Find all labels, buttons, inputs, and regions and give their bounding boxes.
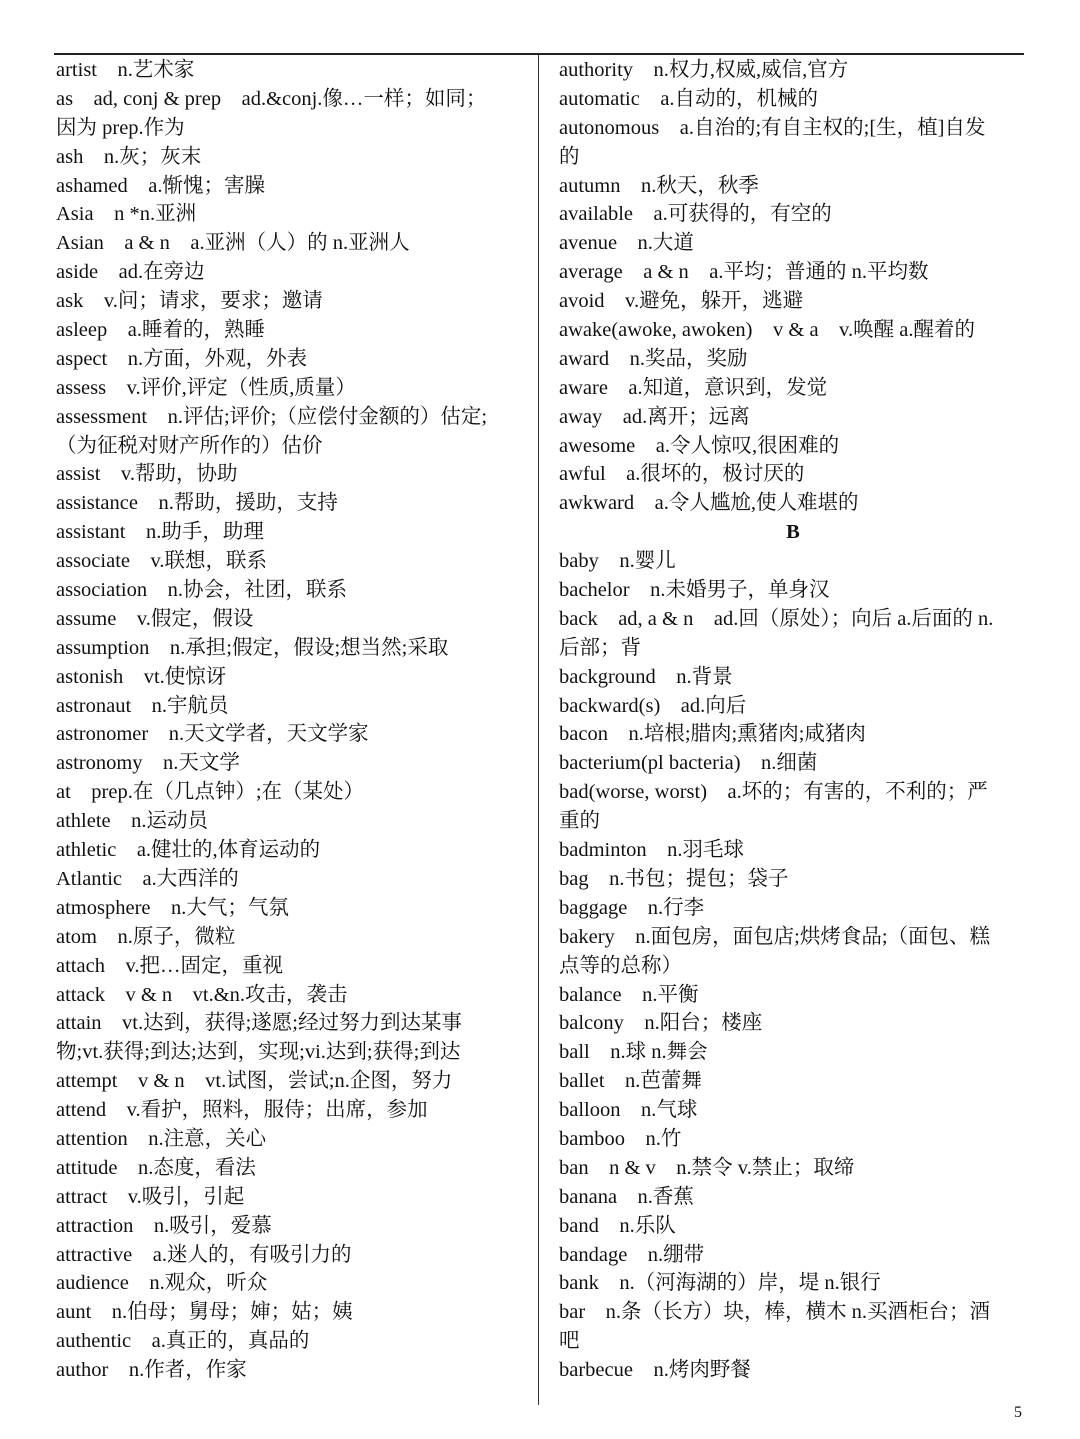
vocab-line: artist n.艺术家 [56,59,195,81]
vocab-line: band n.乐队 [559,1214,676,1237]
vocab-line: athletic a.健壮的,体育运动的 [56,839,321,862]
column-divider [538,55,539,1405]
vocab-line: bamboo n.竹 [559,1127,682,1150]
vocab-line: 点等的总称） [559,954,682,977]
right-column [559,56,1027,1385]
vocab-line: ashamed a.惭愧；害臊 [56,174,265,197]
vocab-line: automatic a.自动的，机械的 [559,87,819,110]
vocab-line: at prep.在（几点钟）;在（某处） [56,781,365,804]
vocab-line: bacterium(pl bacteria) n.细菌 [559,752,818,775]
vocab-line: associate v.联想，联系 [56,550,268,573]
vocab-line: background n.背景 [559,665,733,688]
vocab-line: 的 [559,145,580,168]
vocab-line: aside ad.在旁边 [56,261,205,284]
vocab-line: 吧 [559,1330,580,1353]
vocab-line: 物;vt.获得;到达;达到，实现;vi.达到;获得;到达 [56,1041,461,1064]
vocab-line: attain vt.达到，获得;遂愿;经过努力到达某事 [56,1012,462,1035]
vocab-line: astonish vt.使惊讶 [56,665,227,688]
vocab-line: back ad, a & n ad.回（原处）；向后 a.后面的 n. [559,607,994,630]
page-number: 5 [1014,1404,1022,1421]
vocab-line: （为征税对财产所作的）估价 [56,434,323,457]
vocab-line: assist v.帮助，协助 [56,463,238,486]
vocab-line: available a.可获得的，有空的 [559,203,832,226]
vocab-line: authentic a.真正的，真品的 [56,1330,310,1353]
vocab-line: bag n.书包；提包；袋子 [559,867,789,890]
vocab-line: audience n.观众，听众 [56,1272,268,1295]
vocab-line: athlete n.运动员 [56,810,209,833]
vocab-line: avenue n.大道 [559,232,694,255]
vocab-line: attend v.看护，照料，服侍；出席，参加 [56,1099,428,1122]
vocab-line: banana n.香蕉 [559,1185,694,1208]
vocab-line: avoid v.避免，躲开，逃避 [559,290,804,313]
vocab-line: bakery n.面包房，面包店;烘烤食品;（面包、糕 [559,925,991,948]
vocab-line: assessment n.评估;评价;（应偿付金额的）估定; [56,405,488,428]
vocab-line: Atlantic a.大西洋的 [56,867,239,890]
vocab-line: awkward a.令人尴尬,使人难堪的 [559,492,859,515]
vocab-line: assistance n.帮助，援助，支持 [56,492,338,515]
vocab-line: 重的 [559,810,600,833]
vocab-line: ball n.球 n.舞会 [559,1041,708,1064]
vocab-line: ballet n.芭蕾舞 [559,1070,702,1093]
vocab-line: 后部；背 [559,636,641,659]
vocab-line: attention n.注意，关心 [56,1127,267,1150]
vocab-line: aware a.知道，意识到，发觉 [559,376,828,399]
vocab-line: Asia n *n.亚洲 [56,203,197,226]
vocab-line: baggage n.行李 [559,896,705,919]
vocab-line: ban n & v n.禁令 v.禁止；取缔 [559,1156,855,1179]
vocab-line: award n.奖品，奖励 [559,347,748,370]
vocab-line: Asian a & n a.亚洲（人）的 n.亚洲人 [56,232,410,255]
vocab-line: awful a.很坏的，极讨厌的 [559,463,805,486]
vocab-line: bacon n.培根;腊肉;熏猪肉;咸猪肉 [559,723,866,746]
vocab-line: bachelor n.未婚男子，单身汉 [559,579,830,602]
vocab-line: awake(awoke, awoken) v & a v.唤醒 a.醒着的 [559,319,975,342]
vocab-line: bandage n.绷带 [559,1243,705,1266]
vocab-line: assistant n.助手，助理 [56,521,264,544]
vocab-line: badminton n.羽毛球 [559,839,745,862]
vocab-line: awesome a.令人惊叹,很困难的 [559,434,840,457]
vocab-line: average a & n a.平均；普通的 n.平均数 [559,261,929,284]
vocab-line: authority n.权力,权威,威信,官方 [559,59,849,81]
vocab-line: astronomer n.天文学者，天文学家 [56,723,369,746]
vocab-line: atmosphere n.大气；气氛 [56,896,289,919]
vocab-line: bank n.（河海湖的）岸，堤 n.银行 [559,1272,881,1295]
vocab-line: as ad, conj & prep ad.&conj.像…一样；如同； [56,87,487,110]
vocab-line: assume v.假定，假设 [56,607,254,630]
vocab-line: barbecue n.烤肉野餐 [559,1359,751,1382]
vocab-line: backward(s) ad.向后 [559,694,747,717]
vocab-line: aunt n.伯母；舅母；婶；姑；姨 [56,1301,353,1324]
vocab-line: autonomous a.自治的;有自主权的;[生，植]自发 [559,116,986,139]
vocab-line: balance n.平衡 [559,983,699,1006]
vocab-line: asleep a.睡着的，熟睡 [56,319,265,342]
vocab-line: astronomy n.天文学 [56,752,240,775]
vocab-line: balloon n.气球 [559,1099,698,1122]
vocab-line: attraction n.吸引，爱慕 [56,1214,272,1237]
vocab-line: ash n.灰；灰末 [56,145,202,168]
vocab-line: 因为 prep.作为 [56,116,185,139]
vocab-line: ask v.问；请求，要求；邀请 [56,290,323,313]
vocab-line: away ad.离开；远离 [559,405,750,428]
vocab-line: attract v.吸引，引起 [56,1185,245,1208]
vocab-line: author n.作者，作家 [56,1359,247,1382]
vocab-line: attach v.把…固定，重视 [56,954,283,977]
vocab-line: assess v.评价,评定（性质,质量） [56,376,356,399]
vocab-line: B [786,521,800,544]
vocab-line: aspect n.方面，外观，外表 [56,347,308,370]
vocab-line: attitude n.态度，看法 [56,1156,256,1179]
vocab-line: attempt v & n vt.试图，尝试;n.企图，努力 [56,1070,453,1093]
vocab-line: astronaut n.宇航员 [56,694,229,717]
vocab-line: assumption n.承担;假定，假设;想当然;采取 [56,636,449,659]
top-rule [54,53,1024,55]
vocab-line: attractive a.迷人的，有吸引力的 [56,1243,352,1266]
vocab-line: bar n.条（长方）块，棒，横木 n.买酒柜台；酒 [559,1301,991,1324]
left-column [56,56,524,1385]
vocab-line: autumn n.秋天，秋季 [559,174,759,197]
vocab-line: association n.协会，社团，联系 [56,579,347,602]
vocab-line: bad(worse, worst) a.坏的；有害的，不利的；严 [559,781,988,804]
vocab-line: baby n.婴儿 [559,550,676,573]
vocab-line: balcony n.阳台；楼座 [559,1012,763,1035]
vocab-line: attack v & n vt.&n.攻击，袭击 [56,983,348,1006]
vocab-line: atom n.原子，微粒 [56,925,236,948]
